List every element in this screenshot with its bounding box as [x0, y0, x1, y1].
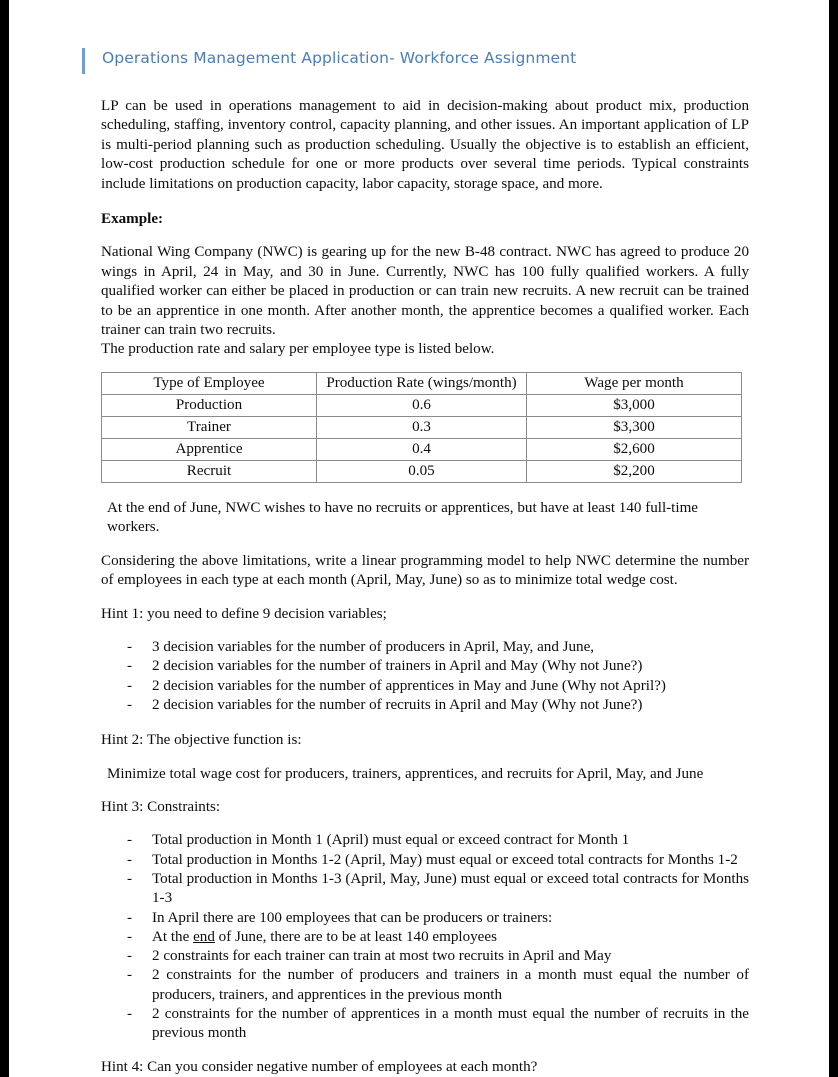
list-item: - 2 decision variables for the number of recruits in April and May (Why not June?) [101, 696, 749, 715]
table-cell: 0.4 [317, 438, 527, 460]
table-header-row [102, 372, 742, 394]
table-row [102, 394, 742, 416]
table-header-cell: Type of Employee [102, 372, 317, 394]
page-title-text: Operations Management Application- Workforce Assignment [102, 49, 577, 67]
end-of-june-note: At the end of June, NWC wishes to have no recruits or apprentices, but have at least 140 full-time workers. [107, 499, 699, 536]
list-item: - 2 constraints for the number of apprentices in a month must equal the number of recruits in the previous month [101, 1005, 749, 1044]
hint2-objective: Minimize total wage cost for producers, trainers, apprentices, and recruits for April, May, and June [107, 765, 704, 782]
table-cell: $2,600 [527, 438, 742, 460]
title-accent-bar [82, 48, 85, 74]
list-item: - 2 constraints for the number of producers and trainers in a month must equal the number of producers, trainers, and apprentices in the previous month [101, 966, 749, 1005]
table-cell: Apprentice [102, 438, 317, 460]
document-page [9, 0, 829, 1077]
hint1-list [101, 638, 749, 715]
june-underlined-word: end [193, 928, 215, 945]
table-cell: $2,200 [527, 460, 742, 482]
list-item: - 2 constraints for each trainer can train at most two recruits in April and May [101, 947, 749, 966]
table-row [102, 416, 742, 438]
june-suffix: of June, there are to be at least 140 employees [214, 928, 497, 945]
table-cell: Recruit [102, 460, 317, 482]
task-paragraph: Considering the above limitations, write a linear programming model to help NWC determine the number of employees in each type at each month (April, May, June) so as to minimize total wedge cost. [101, 552, 749, 589]
hint1-label: Hint 1: you need to define 9 decision variables; [101, 605, 387, 622]
hint3-list [101, 831, 749, 1043]
table-header-cell: Production Rate (wings/month) [317, 372, 527, 394]
hint3-label: Hint 3: Constraints: [101, 798, 221, 815]
list-item: - In April there are 100 employees that can be producers or trainers: [101, 909, 749, 928]
table-cell: $3,000 [527, 394, 742, 416]
list-item: - 2 decision variables for the number of trainers in April and May (Why not June?) [101, 657, 749, 676]
employee-table [101, 372, 742, 483]
table-cell: $3,300 [527, 416, 742, 438]
list-item: - Total production in Months 1-2 (April, May) must equal or exceed total contracts for Months 1-2 [101, 851, 749, 870]
table-row [102, 438, 742, 460]
table-cell: 0.6 [317, 394, 527, 416]
list-item: - 2 decision variables for the number of apprentices in May and June (Why not April?) [101, 677, 749, 696]
document-body [101, 97, 749, 1077]
june-prefix: At the [152, 928, 194, 945]
table-cell: 0.05 [317, 460, 527, 482]
intro-paragraph: LP can be used in operations management to aid in decision-making about product mix, production scheduling, staffing, inventory control, capacity planning, and other issues. An important application of LP is multi-period planning such as production scheduling. Usually the objective is to establish an efficient, low-cost production schedule for one or more products over several time periods. Typical constraints include limitations on production capacity, labor capacity, storage space, and more. [101, 98, 749, 192]
list-item: - Total production in Months 1-3 (April, May, June) must equal or exceed total contracts for Months 1-3 [101, 870, 749, 909]
table-header-cell: Wage per month [527, 372, 742, 394]
table-cell: Trainer [102, 416, 317, 438]
hint2-label: Hint 2: The objective function is: [101, 732, 302, 749]
table-cell: Production [102, 394, 317, 416]
hint4-paragraph: Hint 4: Can you consider negative number of employees at each month? [101, 1058, 538, 1075]
list-item: - 3 decision variables for the number of producers in April, May, and June, [101, 638, 749, 657]
list-item-end-of-june [101, 928, 749, 947]
list-item: - Total production in Month 1 (April) must equal or exceed contract for Month 1 [101, 831, 749, 850]
table-cell: 0.3 [317, 416, 527, 438]
page-title [82, 48, 576, 74]
table-row [102, 460, 742, 482]
table-intro: The production rate and salary per employee type is listed below. [101, 341, 495, 358]
example-paragraph: National Wing Company (NWC) is gearing up for the new B-48 contract. NWC has agreed to produce 20 wings in April, 24 in May, and 30 in June. Currently, NWC has 100 fully qualified workers. A fully qualified worker can either be placed in production or can train new recruits. A new recruit can be trained to be an apprentice in one month. After another month, the apprentice becomes a qualified worker. Each trainer can train two recruits. [101, 244, 749, 339]
example-label: Example: [101, 211, 164, 228]
